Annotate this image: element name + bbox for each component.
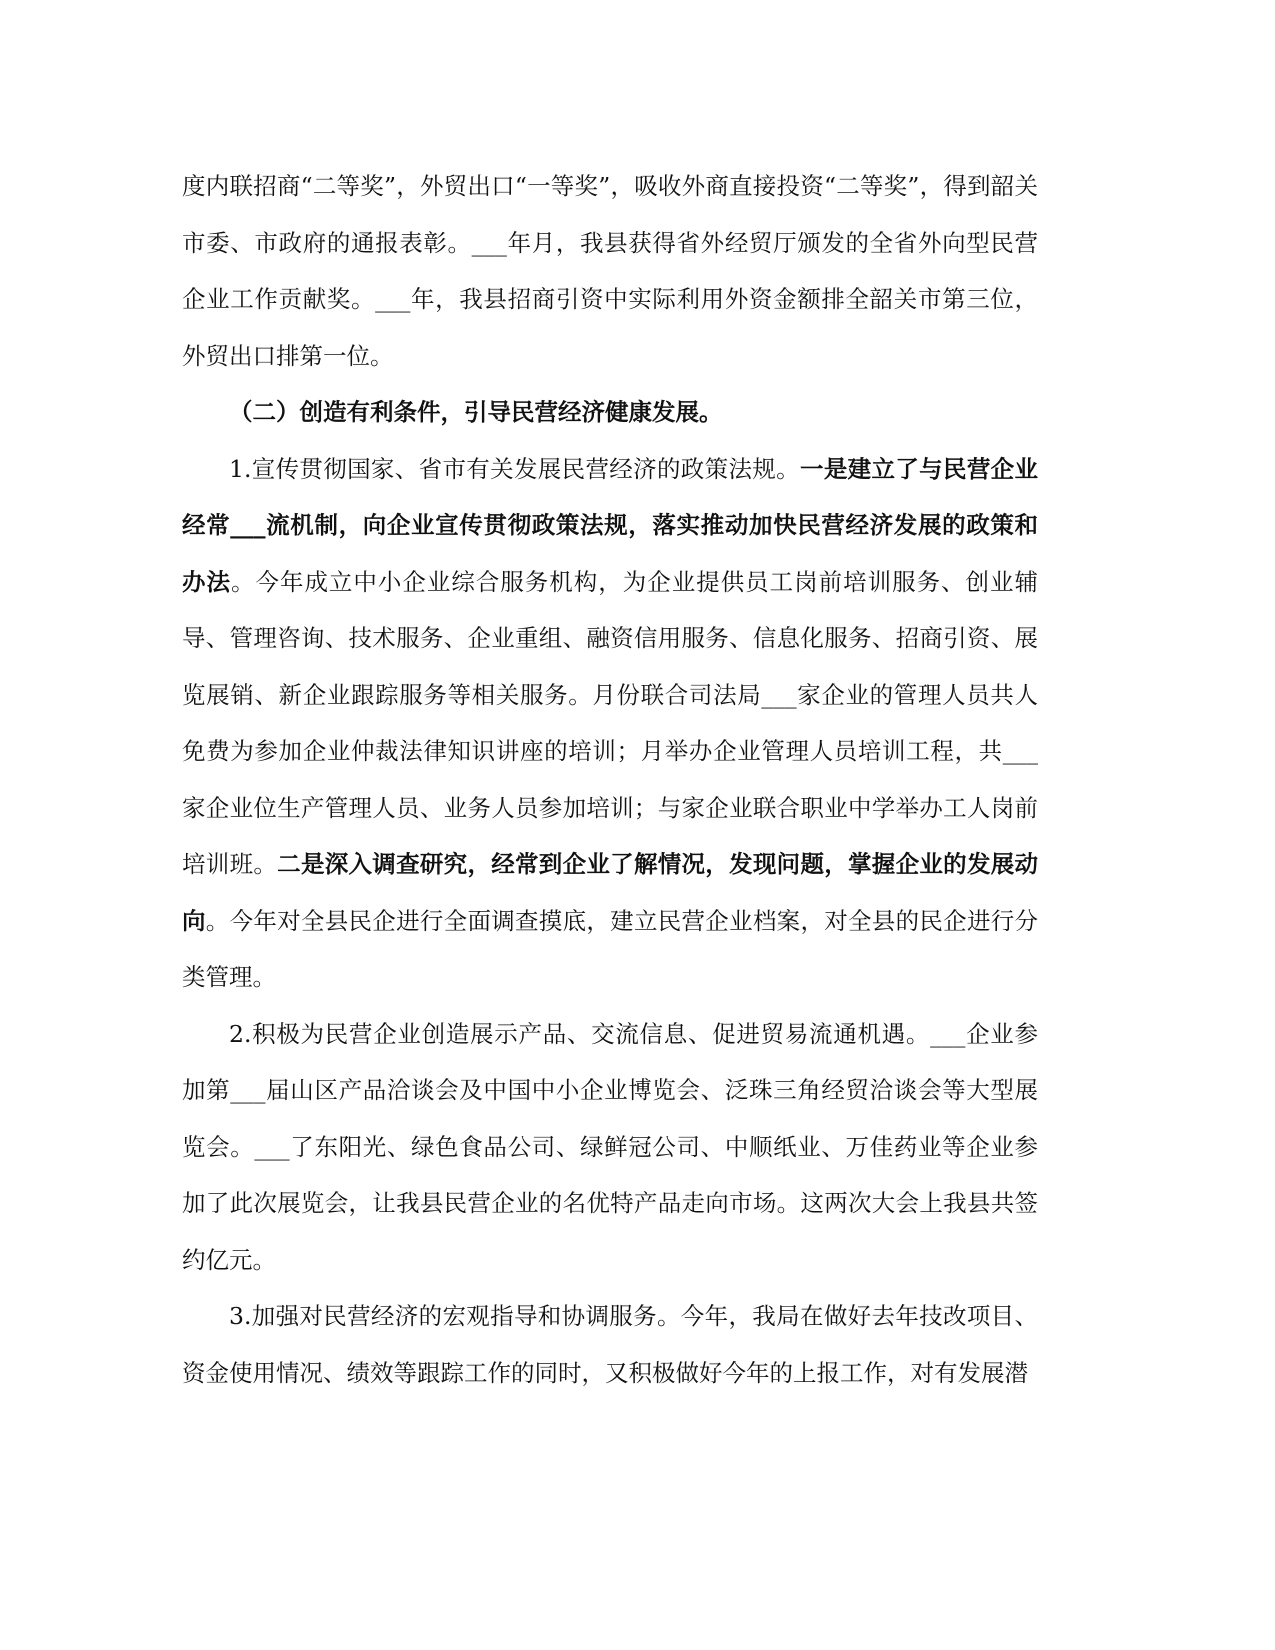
paragraph-policy-detail-two: 。今年对全县民企进行全面调查摸底，建立民营企业档案，对全县的民企进行分类管理。 bbox=[182, 906, 1039, 991]
paragraph-policy-lead: 1.宣传贯彻国家、省市有关发展民营经济的政策法规。 bbox=[229, 454, 800, 483]
section-heading: （二）创造有利条件，引导民营经济健康发展。 bbox=[229, 398, 723, 426]
paragraph-policy-detail-one: 。今年成立中小企业综合服务机构，为企业提供员工岗前培训服务、创业辅导、管理咨询、技术服务、企业重组、融资信用服务、信息化服务、招商引资、展览展销、新企业跟踪服务等相关服务。月份联合司法局___家企业的管理人员共人免费为参加企业仲裁法律知识讲座的培训；月举办企业管理人员培训工程，共___家企业位生产管理人员、业务人员参加培训；与家企业联合职业中学举办工人岗前培训班。 bbox=[182, 567, 1039, 878]
paragraph-awards: 度内联招商“二等奖”，外贸出口“一等奖”，吸收外商直接投资“二等奖”，得到韶关市委、市政府的通报表彰。___年月，我县获得省外经贸厅颁发的全省外向型民营企业工作贡献奖。___年，我县招商引资中实际利用外资金额排全韶关市第三位，外贸出口排第一位。 bbox=[182, 172, 1038, 370]
document-body bbox=[182, 158, 1038, 1401]
paragraph-policy-point-two: 二是深入调查研究，经常到企业了解情况，发现问题，掌握企业的发展动向 bbox=[182, 850, 1039, 935]
paragraph-policy-point-one: 一是建立了与民营企业经常___流机制，向企业宣传贯彻政策法规，落实推动加快民营经济发展的政策和办法 bbox=[182, 454, 1039, 596]
paragraph-policy bbox=[182, 441, 1038, 1006]
paragraph-guidance: 3.加强对民营经济的宏观指导和协调服务。今年，我局在做好去年技改项目、资金使用情况、绩效等跟踪工作的同时，又积极做好今年的上报工作，对有发展潜 bbox=[182, 1302, 1038, 1387]
paragraph-exhibitions: 2.积极为民营企业创造展示产品、交流信息、促进贸易流通机遇。___企业参加第___届山区产品洽谈会及中国中小企业博览会、泛珠三角经贸洽谈会等大型展览会。___了东阳光、绿色食品公司、绿鲜冠公司、中顺纸业、万佳药业等企业参加了此次展览会，让我县民营企业的名优特产品走向市场。这两次大会上我县共签约亿元。 bbox=[182, 1019, 1038, 1274]
